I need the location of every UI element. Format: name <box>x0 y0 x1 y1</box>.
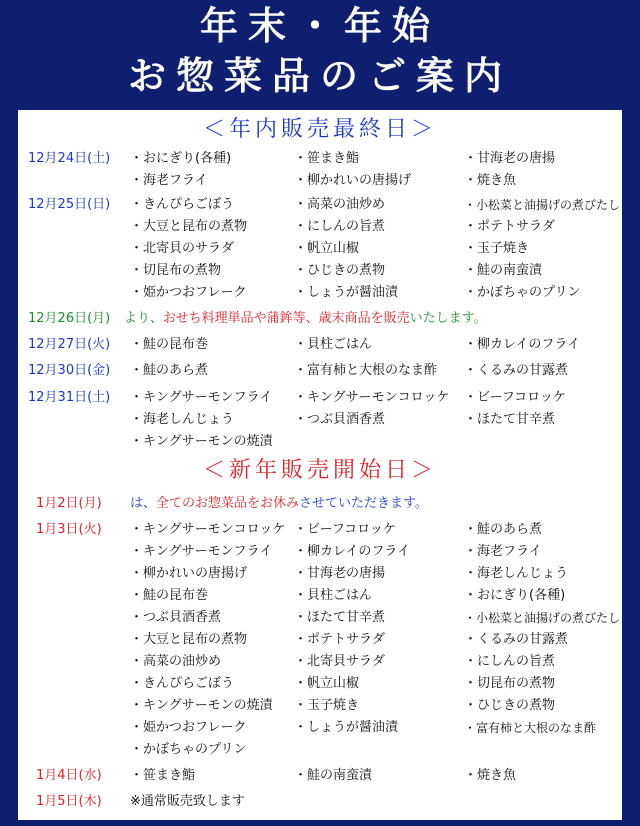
date-label: 1月3日(火) <box>36 522 102 537</box>
list-item <box>18 238 622 260</box>
content-panel <box>18 110 622 820</box>
date-label: 12月24日(土) <box>28 151 111 166</box>
list-item <box>18 148 622 170</box>
item: ・富有柿と大根のなま酢 <box>464 721 597 735</box>
list-item <box>18 170 622 192</box>
date-label: 12月31日(土) <box>28 390 111 405</box>
list-item <box>18 387 622 409</box>
list-item <box>18 739 622 761</box>
date-label: 1月4日(水) <box>36 768 102 783</box>
list-item <box>18 717 622 739</box>
item: ・ビーフコロッケ <box>464 390 566 405</box>
date-label: 12月25日(日) <box>28 197 111 212</box>
item: ・甘海老の唐揚 <box>464 151 556 166</box>
item: ・柳かれいの唐揚げ <box>294 173 412 188</box>
item: ・ビーフコロッケ <box>294 522 396 537</box>
item: ・貝柱ごはん <box>294 588 373 603</box>
item: ・きんぴらごぼう <box>130 197 235 212</box>
item: ・ひじきの煮物 <box>294 263 386 278</box>
item: ・北寄貝のサラダ <box>130 241 234 256</box>
item: ・切昆布の煮物 <box>130 263 222 278</box>
item: ・きんぴらごぼう <box>130 676 235 691</box>
item: ・海老しんじょう <box>130 412 235 427</box>
item: ・柳カレイのフライ <box>294 544 410 559</box>
item: ・キングサーモンの焼漬 <box>130 434 273 449</box>
notice-highlight: 全てのお惣菜品をお休み <box>156 496 300 511</box>
item: ・かぼちゃのプリン <box>130 742 247 757</box>
notice-post: させていただきます。 <box>299 496 428 511</box>
item: ・鮭の昆布巻 <box>130 588 209 603</box>
date-label: 1月5日(木) <box>36 794 102 809</box>
item: ・つぶ貝酒香煮 <box>294 412 386 427</box>
normal-sales-note: ※通常販売致します <box>130 794 245 809</box>
item: ・海老フライ <box>464 544 542 559</box>
list-item <box>18 541 622 563</box>
item: ・くるみの甘露煮 <box>464 632 569 647</box>
list-item <box>18 431 622 453</box>
item: ・キングサーモンフライ <box>130 544 273 559</box>
item: ・つぶ貝酒香煮 <box>130 610 222 625</box>
notice-pre: は、 <box>130 496 157 511</box>
item: ・高菜の油炒め <box>294 197 386 212</box>
item: ・おにぎり(各種) <box>464 588 566 603</box>
list-item <box>18 765 622 787</box>
item: ・にしんの旨煮 <box>294 219 386 234</box>
notice-text <box>130 493 428 515</box>
item: ・甘海老の唐揚 <box>294 566 386 581</box>
list-item <box>18 695 622 717</box>
item: ・笹まき鮨 <box>130 768 196 783</box>
section-heading-year-end: ＜年内販売最終日＞ <box>202 117 437 142</box>
list-item <box>18 334 622 356</box>
item: ・ポテトサラダ <box>294 632 385 647</box>
item: ・柳カレイのフライ <box>464 337 580 352</box>
item: ・帆立山椒 <box>294 241 360 256</box>
list-item <box>18 563 622 585</box>
item: ・焼き魚 <box>464 173 517 188</box>
date-label: 12月26日(月) <box>28 311 111 326</box>
dec26-notice <box>18 308 622 330</box>
title-line2: お惣菜品のご案内 <box>127 54 512 98</box>
item: ・柳かれいの唐揚げ <box>130 566 248 581</box>
item: ・くるみの甘露煮 <box>464 363 569 378</box>
list-item <box>18 409 622 431</box>
list-item <box>18 673 622 695</box>
list-item <box>18 585 622 607</box>
item: ・にしんの旨煮 <box>464 654 556 669</box>
item: ・切昆布の煮物 <box>464 676 556 691</box>
item: ・富有柿と大根のなま酢 <box>294 363 438 378</box>
list-item <box>18 791 622 813</box>
item: ・小松菜と油揚げの煮びたし <box>464 611 621 625</box>
notice-post: いたします。 <box>409 311 487 326</box>
item: ・キングサーモンフライ <box>130 390 273 405</box>
item: ・キングサーモンの焼漬 <box>130 698 273 713</box>
item: ・海老しんじょう <box>464 566 569 581</box>
list-item <box>18 216 622 238</box>
item: ・大豆と昆布の煮物 <box>130 632 248 647</box>
item: ・鮭のあら煮 <box>130 363 209 378</box>
item: ・北寄貝サラダ <box>294 654 385 669</box>
item: ・おにぎり(各種) <box>130 151 232 166</box>
notice-highlight: おせち料理単品や蒲鉾等、歳末商品を販売 <box>163 311 410 326</box>
notice-pre: より、 <box>124 311 164 326</box>
item: ・しょうが醤油漬 <box>294 720 399 735</box>
item: ・大豆と昆布の煮物 <box>130 219 248 234</box>
item: ・鮭のあら煮 <box>464 522 543 537</box>
notice-text <box>124 308 487 330</box>
list-item <box>18 607 622 629</box>
item: ・キングサーモンコロッケ <box>130 522 286 537</box>
item: ・小松菜と油揚げの煮びたし <box>464 198 621 212</box>
list-item <box>18 194 622 216</box>
title-line1: 年末・年始 <box>199 4 440 48</box>
list-item <box>18 651 622 673</box>
item: ・鮭の南蛮漬 <box>464 263 543 278</box>
item: ・姫かつおフレーク <box>130 720 247 735</box>
jan2-notice <box>18 493 622 515</box>
item: ・姫かつおフレーク <box>130 285 247 300</box>
item: ・玉子焼き <box>464 241 530 256</box>
date-label: 12月30日(金) <box>28 363 111 378</box>
item: ・キングサーモンコロッケ <box>294 390 450 405</box>
item: ・ほたて甘辛煮 <box>464 412 556 427</box>
item: ・鮭の昆布巻 <box>130 337 209 352</box>
list-item <box>18 519 622 541</box>
list-item <box>18 282 622 304</box>
item: ・かぼちゃのプリン <box>464 285 581 300</box>
item: ・海老フライ <box>130 173 208 188</box>
item: ・ポテトサラダ <box>464 219 555 234</box>
item: ・ひじきの煮物 <box>464 698 556 713</box>
item: ・焼き魚 <box>464 768 517 783</box>
date-label: 12月27日(火) <box>28 337 111 352</box>
item: ・鮭の南蛮漬 <box>294 768 373 783</box>
item: ・高菜の油炒め <box>130 654 222 669</box>
item: ・しょうが醤油漬 <box>294 285 399 300</box>
list-item <box>18 260 622 282</box>
item: ・ほたて甘辛煮 <box>294 610 386 625</box>
list-item <box>18 629 622 651</box>
item: ・玉子焼き <box>294 698 360 713</box>
date-label: 1月2日(月) <box>36 496 102 511</box>
item: ・貝柱ごはん <box>294 337 373 352</box>
list-item <box>18 360 622 382</box>
section-heading-new-year: ＜新年販売開始日＞ <box>202 458 437 483</box>
item: ・笹まき鮨 <box>294 151 360 166</box>
item: ・帆立山椒 <box>294 676 360 691</box>
